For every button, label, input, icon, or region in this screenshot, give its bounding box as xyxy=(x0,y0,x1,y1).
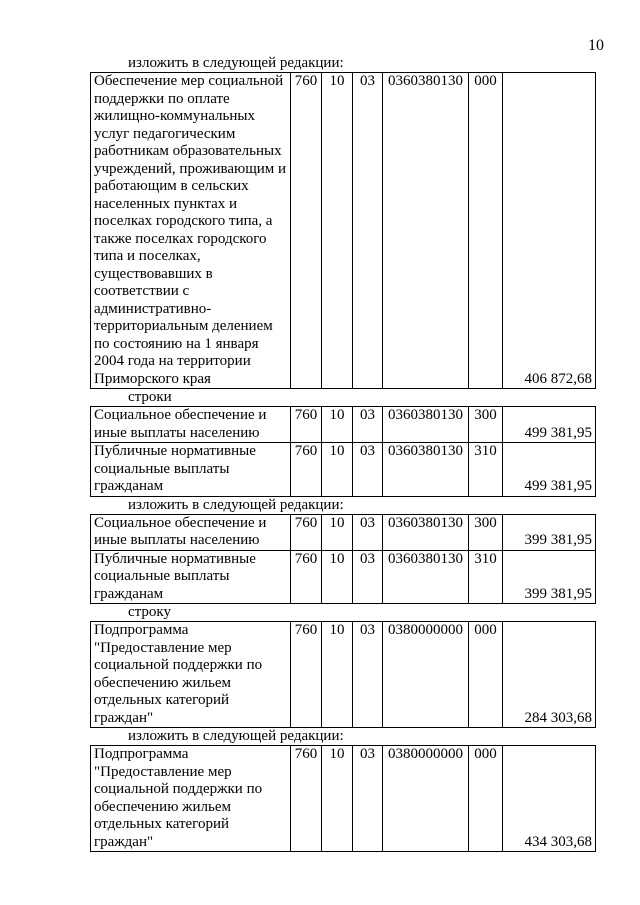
ministry-code: 760 xyxy=(291,407,322,443)
expense-name-line: обеспечению жильем xyxy=(94,798,232,815)
expense-name-line: услуг педагогическим xyxy=(94,125,236,142)
expense-type-code: 310 xyxy=(469,550,503,604)
subsection-code: 03 xyxy=(353,514,383,550)
amount-cell: 399 381,95 xyxy=(503,514,596,550)
expense-name-line: Публичные нормативные xyxy=(94,443,256,459)
expense-name-line: соответствии с xyxy=(94,283,190,299)
section-code: 10 xyxy=(322,550,353,604)
expense-name-line: гражданам xyxy=(94,478,164,494)
expense-name-line: иные выплаты населению xyxy=(94,532,260,548)
budget-table xyxy=(90,72,596,389)
ministry-code: 760 xyxy=(291,443,322,497)
amount-cell: 499 381,95 xyxy=(503,407,596,443)
expense-name-line: жилищно-коммунальных xyxy=(94,108,255,124)
expense-name xyxy=(91,746,291,852)
expense-name-line: Подпрограмма xyxy=(94,746,189,762)
expense-name-line: 2004 года на территории xyxy=(94,353,251,369)
section-caption: изложить в следующей редакции: xyxy=(128,55,344,71)
section-code: 10 xyxy=(322,514,353,550)
expense-name-line: по состоянию на 1 января xyxy=(94,335,259,352)
amount-cell: 406 872,68 xyxy=(503,73,596,389)
section-code: 10 xyxy=(322,407,353,443)
section-code: 10 xyxy=(322,622,353,728)
expense-name-line: работникам образовательных xyxy=(94,143,282,159)
expense-name-line: социальной поддержки по xyxy=(94,781,263,797)
expense-name-line: обеспечению жильем xyxy=(94,674,232,691)
table-row xyxy=(91,73,596,389)
expense-name-line: социальные выплаты xyxy=(94,460,230,477)
expense-name-line: поддержки по оплате xyxy=(94,90,230,107)
subsection-code: 03 xyxy=(353,746,383,852)
budget-table xyxy=(90,621,596,728)
expense-type-code: 300 xyxy=(469,407,503,443)
document-body xyxy=(90,55,595,852)
budget-table xyxy=(90,745,596,852)
amount-cell: 399 381,95 xyxy=(503,550,596,604)
expense-name-line: также поселках городского xyxy=(94,230,267,247)
target-article-code: 0360380130 xyxy=(383,407,469,443)
target-article-code: 0360380130 xyxy=(383,550,469,604)
ministry-code: 760 xyxy=(291,746,322,852)
expense-name-line: Приморского края xyxy=(94,370,211,387)
target-article-code: 0360380130 xyxy=(383,73,469,389)
budget-table xyxy=(90,514,596,605)
ministry-code: 760 xyxy=(291,73,322,389)
expense-type-code: 000 xyxy=(469,622,503,728)
expense-name-line: работающим в сельских xyxy=(94,178,249,194)
target-article-code: 0360380130 xyxy=(383,514,469,550)
amount-cell: 499 381,95 xyxy=(503,443,596,497)
expense-name-line: административно- xyxy=(94,300,212,317)
subsection-code: 03 xyxy=(353,73,383,389)
ministry-code: 760 xyxy=(291,550,322,604)
subsection-code: 03 xyxy=(353,550,383,604)
target-article-code: 0360380130 xyxy=(383,443,469,497)
expense-name-line: гражданам xyxy=(94,585,164,602)
expense-name-line: существовавших в xyxy=(94,265,213,282)
expense-name xyxy=(91,622,291,728)
subsection-code: 03 xyxy=(353,407,383,443)
section-caption: строку xyxy=(128,604,171,620)
expense-name xyxy=(91,407,291,443)
expense-name-line: отдельных категорий xyxy=(94,692,230,708)
expense-name-line: отдельных категорий xyxy=(94,816,230,832)
amount-cell: 284 303,68 xyxy=(503,622,596,728)
expense-type-code: 300 xyxy=(469,514,503,550)
expense-name-line: социальной поддержки по xyxy=(94,657,263,673)
expense-name-line: Обеспечение мер социальной xyxy=(94,73,284,89)
expense-name-line: социальные выплаты xyxy=(94,568,230,584)
expense-name-line: Социальное обеспечение и xyxy=(94,514,267,531)
expense-name-line: граждан" xyxy=(94,709,154,726)
table-row xyxy=(91,443,596,497)
subsection-code: 03 xyxy=(353,443,383,497)
table-row xyxy=(91,514,596,550)
budget-table xyxy=(90,406,596,497)
expense-type-code: 000 xyxy=(469,73,503,389)
section-caption: изложить в следующей редакции: xyxy=(128,496,344,513)
section-caption: строки xyxy=(128,389,172,405)
expense-name-line: "Предоставление мер xyxy=(94,763,232,780)
table-row xyxy=(91,746,596,852)
amount-cell: 434 303,68 xyxy=(503,746,596,852)
section-code: 10 xyxy=(322,443,353,497)
expense-name-line: "Предоставление мер xyxy=(94,639,232,656)
target-article-code: 0380000000 xyxy=(383,622,469,728)
expense-name-line: граждан" xyxy=(94,833,154,850)
expense-name xyxy=(91,73,291,389)
expense-type-code: 310 xyxy=(469,443,503,497)
target-article-code: 0380000000 xyxy=(383,746,469,852)
page-number: 10 xyxy=(588,37,604,54)
expense-name-line: населенных пунктах и xyxy=(94,195,238,212)
table-row xyxy=(91,622,596,728)
subsection-code: 03 xyxy=(353,622,383,728)
expense-name-line: Социальное обеспечение и xyxy=(94,407,267,423)
expense-name-line: иные выплаты населению xyxy=(94,424,260,441)
section-code: 10 xyxy=(322,73,353,389)
expense-name-line: учреждений, проживающим и xyxy=(94,160,287,177)
expense-name-line: Публичные нормативные xyxy=(94,550,256,567)
table-row xyxy=(91,550,596,604)
expense-name-line: поселках городского типа, а xyxy=(94,213,273,229)
expense-name-line: территориальным делением xyxy=(94,318,273,334)
expense-type-code: 000 xyxy=(469,746,503,852)
ministry-code: 760 xyxy=(291,622,322,728)
table-row xyxy=(91,407,596,443)
expense-name xyxy=(91,514,291,550)
expense-name xyxy=(91,443,291,497)
ministry-code: 760 xyxy=(291,514,322,550)
section-caption: изложить в следующей редакции: xyxy=(128,728,344,744)
expense-name-line: Подпрограмма xyxy=(94,622,189,638)
section-code: 10 xyxy=(322,746,353,852)
expense-name-line: типа и поселках, xyxy=(94,248,201,264)
expense-name xyxy=(91,550,291,604)
